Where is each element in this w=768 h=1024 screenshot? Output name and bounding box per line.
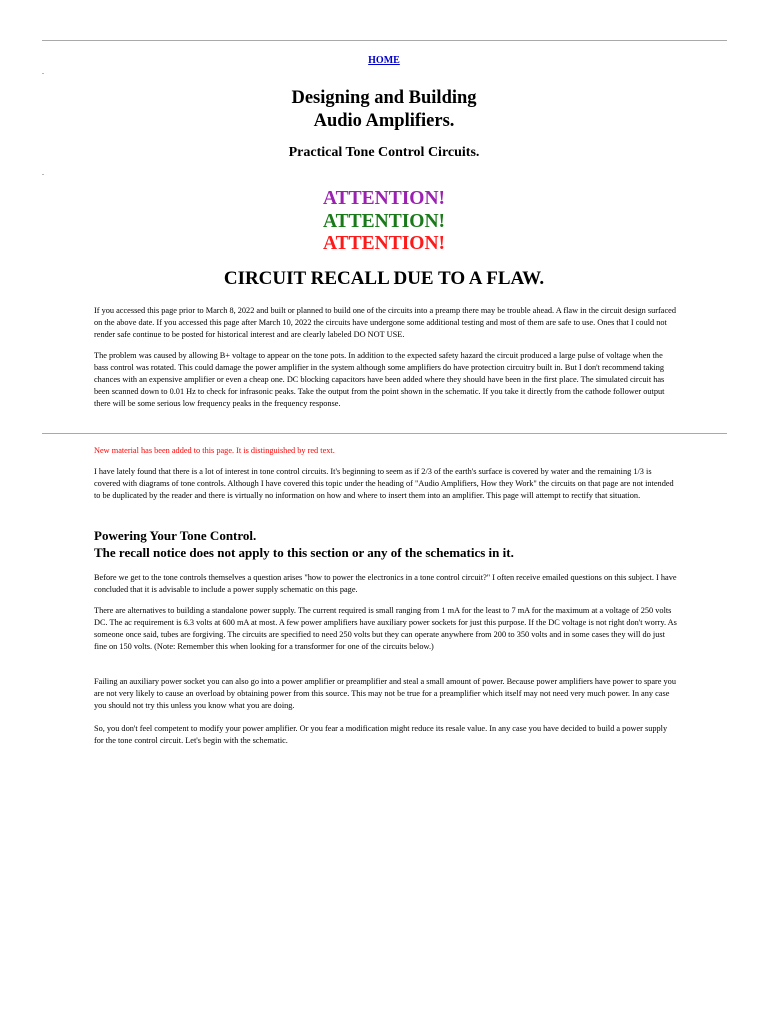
powering-paragraph-2: There are alternatives to building a standalone power supply. The current required is small ranging from 1 mA for the least to 7 mA for the maximum at a voltage of 250 volts DC. The ac requirement is 6.3 volts at 600 mA at most. A few power amplifiers have auxiliary power sockets for just this purpose. If the DC voltage is not right don't worry. As someone once said, tubes are forgiving. The circuits are specified to need 250 volts but they can operate anywhere from 200 to 350 volts and in some cases they will do just fine on 150 volts. (Note: Remember this when looking for a transformer for one of the circuits below.) [94,606,677,651]
powering-paragraph-1: Before we get to the tone controls themselves a question arises "how to power the electronics in a tone control circuit?" I often receive emailed questions on this subject. I have concluded that it is advisable to include a power supply schematic on this page. [94,573,677,594]
divider-dot [42,174,44,175]
recall-heading: CIRCUIT RECALL DUE TO A FLAW. [223,268,545,289]
powering-heading [94,527,694,561]
powering-paragraph-3: Failing an auxiliary power socket you can also go into a power amplifier or preamplifier and steal a small amount of power. Because power amplifiers have power to spare you are not very likely to cause an overload by obtaining power from this source. This may not be true for a preamplifier which itself may not need very much power. In any case you should not try this unless you know what you are doing. [94,677,676,710]
divider-dot [42,73,44,74]
intro-paragraph: I have lately found that there is a lot of interest in tone control circuits. It's beginning to seem as if 2/3 of the earth's surface is covered by water and the remaining 1/3 is covered with diagrams of tone controls. Although I have covered this topic under the heading of "Audio Amplifiers, How they Work" the circuits on that page are not intended to be duplicated by the reader and there is virtually no information on how and where to insert them into an amplifier. This page will attempt to rectify that situation. [94,467,674,500]
attention-line-3: ATTENTION! [322,233,446,254]
section-rule [42,433,727,434]
home-nav [0,50,768,68]
attention-line-2: ATTENTION! [322,210,446,232]
powering-paragraph-4: So, you don't feel competent to modify your power amplifier. Or you fear a modification might reduce its resale value. In any case you have decided to build a power supply for the tone control circuit. Let's begin with the schematic. [94,724,668,745]
attention-block [0,188,768,256]
top-rule [42,40,727,41]
recall-paragraph-2: The problem was caused by allowing B+ voltage to appear on the tone pots. In addition to the expected safety hazard the circuit produced a large pulse of voltage when the bass control was rotated. This could damage the power amplifier in the system although some amplifiers do have protection circuitry built in. But I don't recommend taking chances with an expensive amplifier or even a cheap one. DC blocking capacitors have been added where they should have been in the first place. The simulated circuit has been scanned down to 0.01 Hz to check for infrasonic peaks. Take the output from the point shown in the schematic. If you take it directly from the cathode follower output there will be some serious low frequency peaks in the frequency response. [94,351,665,408]
page-title-line1: Designing and Building [291,88,477,108]
powering-heading-line2: The recall notice does not apply to this section or any of the schematics in it. [94,545,514,560]
home-link[interactable]: HOME [368,55,400,66]
powering-heading-line1: Powering Your Tone Control. [94,528,257,543]
new-material-note: New material has been added to this page. It is distinguished by red text. [94,446,335,455]
recall-paragraph-1: If you accessed this page prior to March 8, 2022 and built or planned to build one of the circuits into a preamp there may be trouble ahead. A flaw in the circuit design surfaced on the above date. If you accessed this page after March 10, 2022 the circuits have undergone some additional testing and most of them are safe to use. Ones that I could not render safe continue to be posted for historical interest and are clearly labeled DO NOT USE. [94,306,676,339]
page-title-line2: Audio Amplifiers. [313,111,455,131]
attention-line-1: ATTENTION! [322,188,446,209]
page-subtitle: Practical Tone Control Circuits. [288,145,480,160]
page-title [0,87,768,133]
